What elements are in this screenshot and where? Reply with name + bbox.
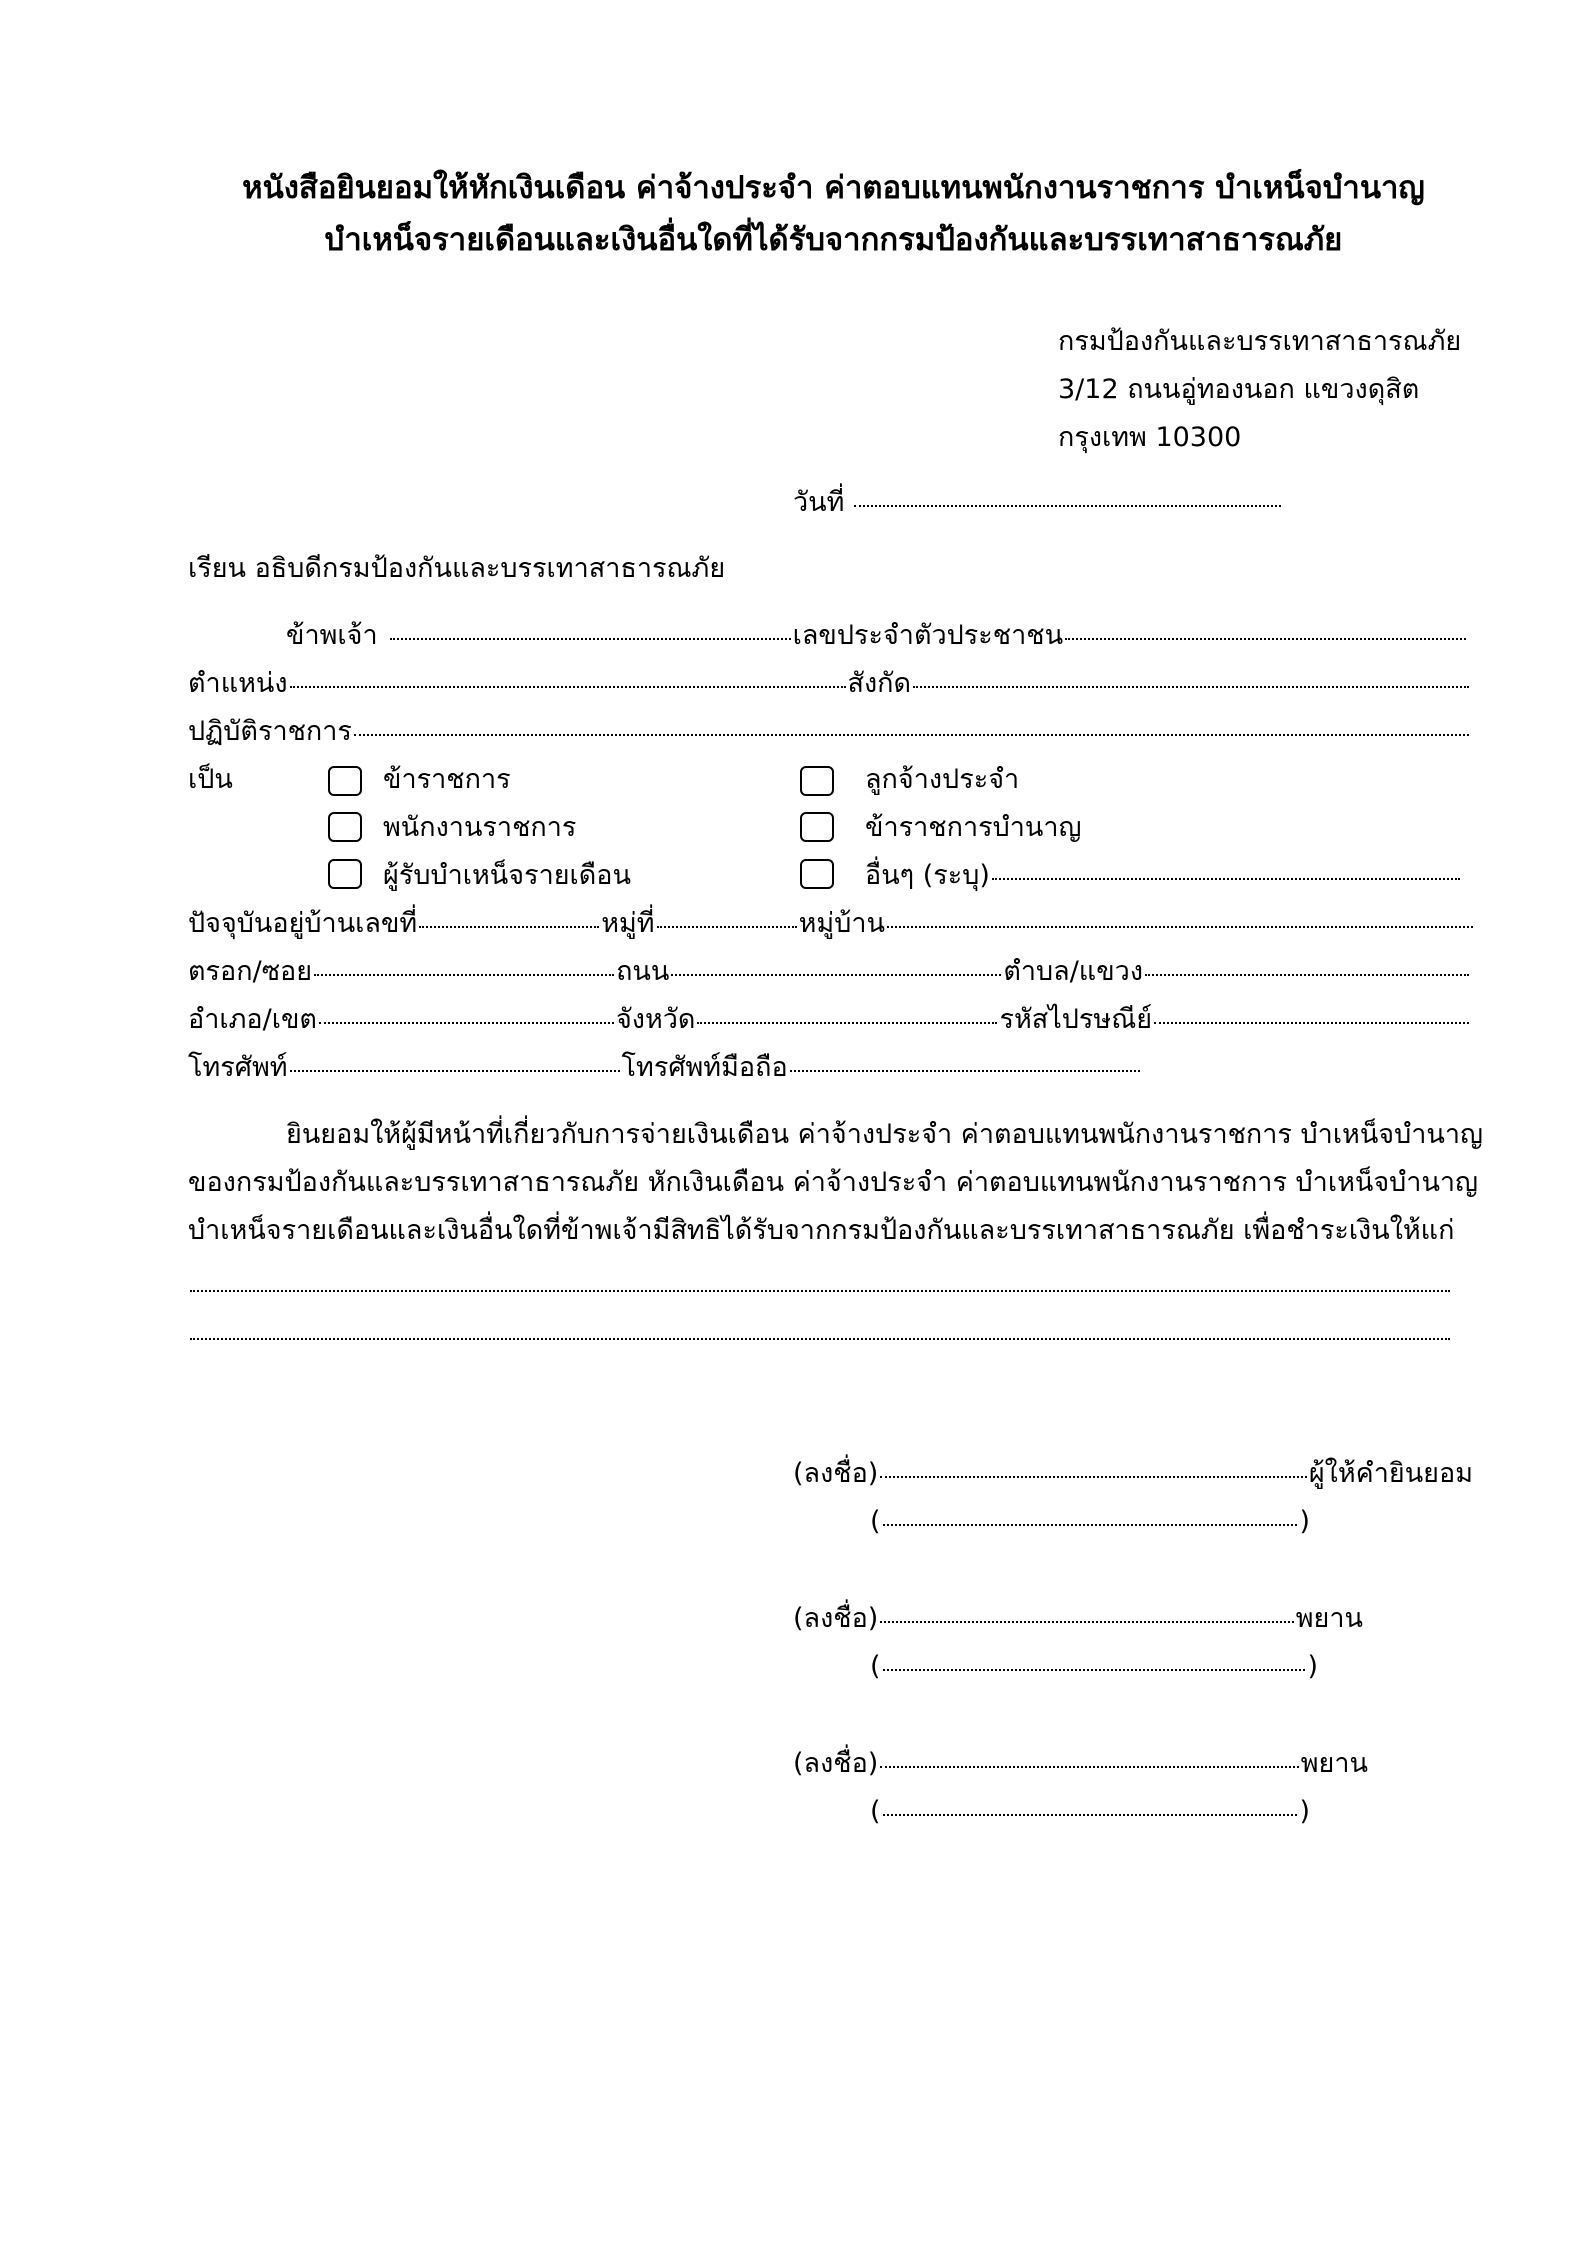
- witness1-close-paren: ): [1307, 1651, 1318, 1682]
- option-pensioner-label: ข้าราชการบำนาญ: [865, 812, 1082, 843]
- district-field[interactable]: [319, 1022, 614, 1024]
- witness1-open-paren: (: [870, 1651, 881, 1682]
- duty-row: [188, 715, 1471, 749]
- consenter-open-paren: (: [870, 1506, 881, 1537]
- witness1-sign-label: (ลงชื่อ): [793, 1603, 879, 1634]
- position-label: ตำแหน่ง: [188, 668, 288, 699]
- road-field[interactable]: [671, 974, 1001, 976]
- address-line3: กรุงเทพ 10300: [1058, 422, 1242, 453]
- postcode-label: รหัสไปรษณีย์: [999, 1004, 1153, 1035]
- consent-line2: ของกรมป้องกันและบรรเทาสาธารณภัย หักเงินเดือน ค่าจ้างประจำ ค่าตอบแทนพนักงานราชการ บำเหน็จบำนาญ: [188, 1167, 1479, 1198]
- payee-field-line2[interactable]: [190, 1338, 1450, 1340]
- option-monthly-pension-label: ผู้รับบำเหน็จรายเดือน: [383, 860, 631, 891]
- consenter-name-row: [870, 1505, 1310, 1539]
- mobile-field[interactable]: [790, 1070, 1140, 1072]
- date-label: วันที่: [793, 487, 845, 518]
- district-label: อำเภอ/เขต: [188, 1004, 317, 1035]
- road-label: ถนน: [616, 956, 670, 987]
- status-label: เป็น: [188, 764, 233, 795]
- option-government-employee-label: พนักงานราชการ: [383, 812, 577, 843]
- moo-label: หมู่ที่: [601, 908, 655, 939]
- province-label: จังหวัด: [615, 1004, 696, 1035]
- address-line1: กรมป้องกันและบรรเทาสาธารณภัย: [1058, 326, 1462, 357]
- witness1-name-row: [870, 1650, 1318, 1684]
- witness2-role: พยาน: [1300, 1748, 1368, 1779]
- consenter-name-field[interactable]: [883, 1524, 1298, 1526]
- house-no-label: ปัจจุบันอยู่บ้านเลขที่: [188, 908, 418, 939]
- alley-label: ตรอก/ซอย: [188, 956, 313, 987]
- checkbox-other[interactable]: [800, 859, 834, 889]
- witness1-role: พยาน: [1295, 1603, 1363, 1634]
- house-row: [188, 907, 1475, 941]
- witness2-name-field[interactable]: [883, 1814, 1298, 1816]
- consenter-sign-row: [793, 1457, 1473, 1491]
- witness2-name-row: [870, 1795, 1310, 1829]
- name-label: ข้าพเจ้า: [286, 620, 378, 651]
- mobile-label: โทรศัพท์มือถือ: [621, 1052, 788, 1083]
- checkbox-government-employee[interactable]: [328, 812, 362, 842]
- witness2-open-paren: (: [870, 1796, 881, 1827]
- witness1-signature-field[interactable]: [880, 1621, 1293, 1623]
- option-other-label: อื่นๆ (ระบุ): [865, 860, 990, 891]
- document-title-line1: หนังสือยินยอมให้หักเงินเดือน ค่าจ้างประจำ ค่าตอบแทนพนักงานราชการ บำเหน็จบำนาญ: [242, 170, 1425, 206]
- consenter-sign-label: (ลงชื่อ): [793, 1458, 879, 1489]
- postcode-field[interactable]: [1154, 1022, 1469, 1024]
- phone-row: [188, 1051, 1142, 1085]
- name-field[interactable]: [390, 638, 791, 640]
- document-title-line2: บำเหน็จรายเดือนและเงินอื่นใดที่ได้รับจากกรมป้องกันและบรรเทาสาธารณภัย: [324, 222, 1343, 258]
- subdistrict-label: ตำบล/แขวง: [1003, 956, 1144, 987]
- province-field[interactable]: [697, 1022, 997, 1024]
- moo-field[interactable]: [657, 926, 797, 928]
- checkbox-civil-servant[interactable]: [328, 766, 362, 796]
- consent-line3: บำเหน็จรายเดือนและเงินอื่นใดที่ข้าพเจ้ามีสิทธิได้รับจากกรมป้องกันและบรรเทาสาธารณภัย เพื่อชำระเงินให้แก่: [188, 1215, 1455, 1246]
- other-specify-field[interactable]: [992, 878, 1460, 880]
- consenter-close-paren: ): [1299, 1506, 1310, 1537]
- phone-label: โทรศัพท์: [188, 1052, 288, 1083]
- other-row: [865, 859, 1462, 893]
- witness2-signature-field[interactable]: [880, 1766, 1298, 1768]
- date-row: [793, 486, 1283, 520]
- payee-field-line1[interactable]: [190, 1290, 1450, 1292]
- salutation: เรียน อธิบดีกรมป้องกันและบรรเทาสาธารณภัย: [188, 553, 726, 584]
- village-field[interactable]: [887, 926, 1473, 928]
- position-row: [188, 667, 1471, 701]
- phone-field[interactable]: [290, 1070, 620, 1072]
- house-no-field[interactable]: [419, 926, 599, 928]
- checkbox-permanent-employee[interactable]: [800, 766, 834, 796]
- position-field[interactable]: [290, 686, 846, 688]
- alley-row: [188, 955, 1471, 989]
- duty-field[interactable]: [354, 734, 1469, 736]
- affiliation-field[interactable]: [913, 686, 1469, 688]
- id-number-field[interactable]: [1065, 638, 1466, 640]
- option-permanent-employee-label: ลูกจ้างประจำ: [865, 764, 1020, 795]
- option-civil-servant-label: ข้าราชการ: [383, 764, 511, 795]
- affiliation-label: สังกัด: [847, 668, 912, 699]
- duty-label: ปฏิบัติราชการ: [188, 716, 352, 747]
- witness1-name-field[interactable]: [883, 1669, 1306, 1671]
- checkbox-monthly-pension[interactable]: [328, 859, 362, 889]
- alley-field[interactable]: [314, 974, 614, 976]
- witness2-sign-label: (ลงชื่อ): [793, 1748, 879, 1779]
- consenter-role: ผู้ให้คำยินยอม: [1308, 1458, 1473, 1489]
- witness1-sign-row: [793, 1602, 1363, 1636]
- subdistrict-field[interactable]: [1145, 974, 1469, 976]
- name-id-row: [286, 619, 1468, 653]
- village-label: หมู่บ้าน: [798, 908, 885, 939]
- district-row: [188, 1003, 1471, 1037]
- consenter-signature-field[interactable]: [880, 1476, 1307, 1478]
- consent-line1: ยินยอมให้ผู้มีหน้าที่เกี่ยวกับการจ่ายเงินเดือน ค่าจ้างประจำ ค่าตอบแทนพนักงานราชการ บำเหน็จบำนาญ: [286, 1119, 1484, 1150]
- address-line2: 3/12 ถนนอู่ทองนอก แขวงดุสิต: [1058, 374, 1420, 405]
- date-field[interactable]: [854, 505, 1281, 507]
- witness2-sign-row: [793, 1747, 1368, 1781]
- checkbox-pensioner[interactable]: [800, 812, 834, 842]
- id-number-label: เลขประจำตัวประชาชน: [792, 620, 1064, 651]
- witness2-close-paren: ): [1299, 1796, 1310, 1827]
